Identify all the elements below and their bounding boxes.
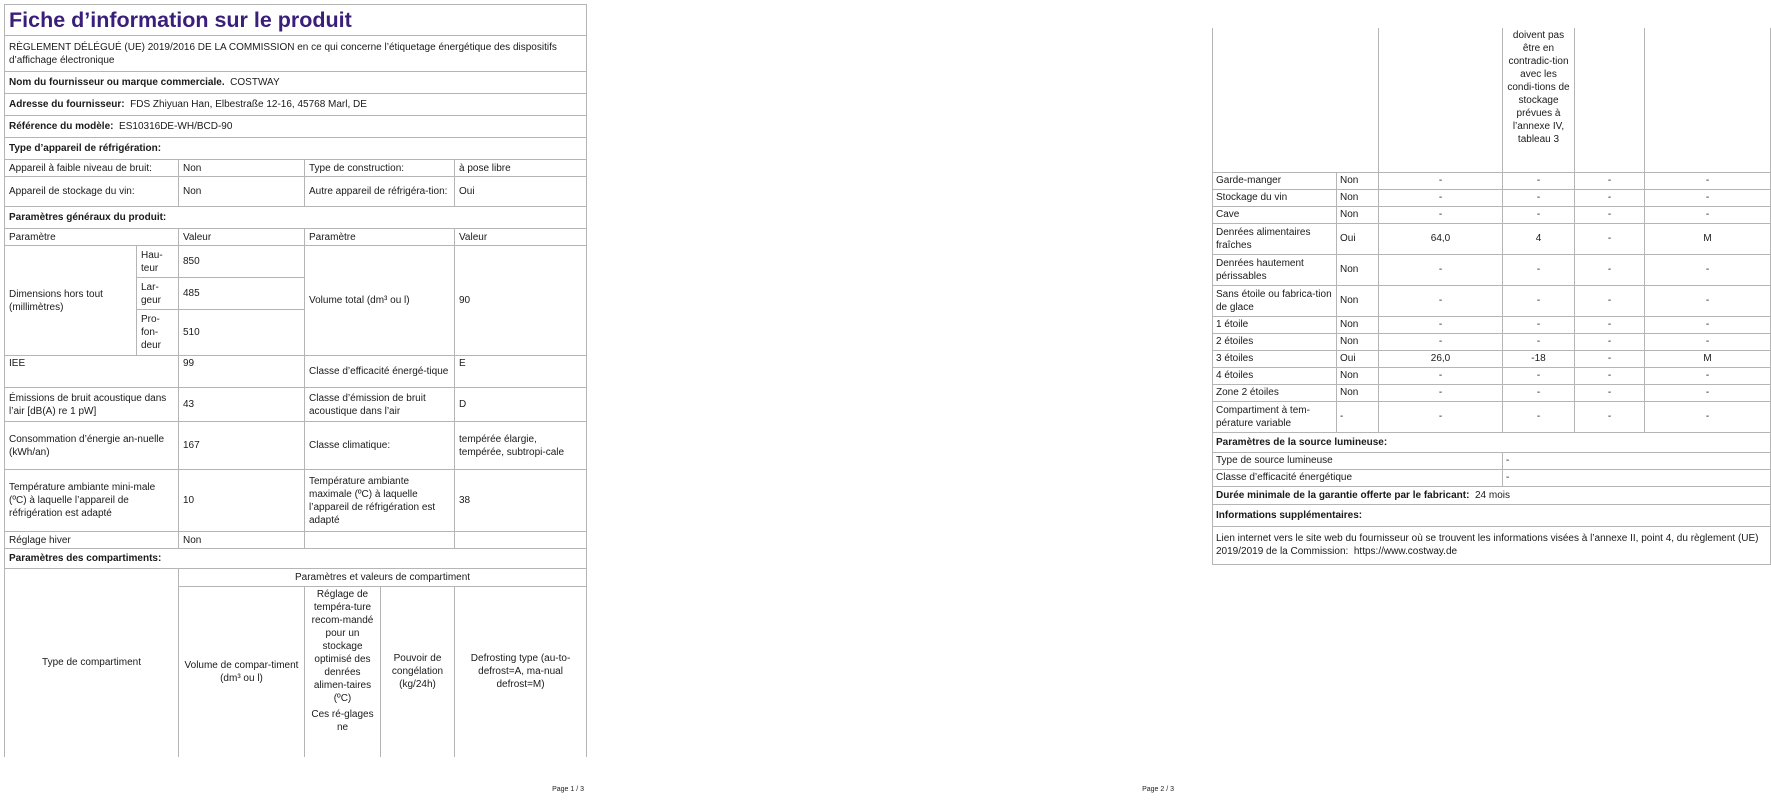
compartment-present: Oui — [1337, 223, 1379, 254]
warranty-label: Durée minimale de la garantie offerte par le fabricant: — [1216, 489, 1470, 501]
model-value: ES10316DE-WH/BCD-90 — [119, 121, 233, 132]
page-number: Page 1 / 3 — [552, 786, 584, 793]
compartment-recommended-temp: - — [1503, 285, 1575, 316]
width-value: 485 — [179, 278, 305, 310]
compartment-table — [1212, 28, 1771, 565]
wine-storage-value: Non — [179, 177, 305, 207]
compartment-name: Sans étoile ou fabrica-tion de glace — [1213, 285, 1337, 316]
compartment-name: Compartiment à tem-pérature variable — [1213, 401, 1337, 432]
compartment-name: 4 étoiles — [1213, 367, 1337, 384]
noise-class-label: Classe d’émission de bruit acoustique dans l’air — [305, 388, 455, 422]
compartment-defrost-type: - — [1645, 285, 1771, 316]
compartment-name: Denrées alimentaires fraîches — [1213, 223, 1337, 254]
noise-emission-label: Émissions de bruit acoustique dans l’air [dB(A) re 1 pW] — [5, 388, 179, 422]
compartment-row — [1213, 172, 1771, 189]
total-volume-label: Volume total (dm³ ou l) — [305, 246, 455, 356]
compartment-volume: - — [1379, 189, 1503, 206]
value-col-header: Valeur — [179, 229, 305, 246]
compartment-recommended-temp: -18 — [1503, 350, 1575, 367]
compartment-params-heading: Paramètres des compartiments: — [5, 549, 587, 569]
compartment-volume: - — [1379, 316, 1503, 333]
energy-consumption-label: Consommation d’énergie an-nuelle (kWh/an) — [5, 422, 179, 470]
compartment-defrost-type: M — [1645, 223, 1771, 254]
max-ambient-temp-label: Température ambiante maximale (ºC) à laquelle l’appareil de réfrigération est adapté — [305, 470, 455, 532]
compartment-recommended-temp: - — [1503, 367, 1575, 384]
compartment-name: Garde-manger — [1213, 172, 1337, 189]
light-efficiency-class-value: - — [1503, 469, 1771, 486]
compartment-freezing-capacity: - — [1575, 401, 1645, 432]
compartment-present: Non — [1337, 316, 1379, 333]
additional-info-heading: Informations supplémentaires: — [1213, 504, 1771, 526]
compartment-volume: - — [1379, 384, 1503, 401]
compartment-present: Non — [1337, 206, 1379, 223]
compartment-recommended-temp: - — [1503, 316, 1575, 333]
compartment-recommended-temp: - — [1503, 189, 1575, 206]
depth-label: Pro-fon-deur — [137, 310, 179, 356]
compartment-row — [1213, 223, 1771, 254]
low-noise-label: Appareil à faible niveau de bruit: — [5, 160, 179, 177]
efficiency-class-value: E — [455, 356, 587, 388]
temp-note-continuation: doivent pas être en contradic-tion avec les condi-tions de stockage prévues à l’annexe IV, tableau 3 — [1503, 28, 1575, 172]
construction-value: à pose libre — [455, 160, 587, 177]
dimensions-label: Dimensions hors tout (millimètres) — [5, 246, 137, 356]
compartment-defrost-type: - — [1645, 254, 1771, 285]
compartment-values-heading: Paramètres et valeurs de compartiment — [179, 569, 587, 587]
compartment-present: Non — [1337, 189, 1379, 206]
general-params-heading: Paramètres généraux du produit: — [5, 207, 587, 229]
min-ambient-temp-label: Température ambiante mini-male (ºC) à laquelle l’appareil de réfrigération est adapté — [5, 470, 179, 532]
compartment-row — [1213, 350, 1771, 367]
compartment-row — [1213, 285, 1771, 316]
compartment-present: Non — [1337, 384, 1379, 401]
compartment-recommended-temp: - — [1503, 206, 1575, 223]
warranty-value: 24 mois — [1474, 489, 1510, 501]
compartment-defrost-type: M — [1645, 350, 1771, 367]
compartment-row — [1213, 333, 1771, 350]
efficiency-class-label: Classe d’efficacité énergé-tique — [305, 356, 455, 388]
climate-class-label: Classe climatique: — [305, 422, 455, 470]
compartment-recommended-temp: - — [1503, 384, 1575, 401]
compartment-freezing-capacity: - — [1575, 223, 1645, 254]
eei-value: 99 — [179, 356, 305, 388]
noise-class-value: D — [455, 388, 587, 422]
min-ambient-temp-value: 10 — [179, 470, 305, 532]
winter-setting-value: Non — [179, 532, 305, 549]
compartment-defrost-type: - — [1645, 206, 1771, 223]
compartment-defrost-type: - — [1645, 172, 1771, 189]
compartment-freezing-capacity: - — [1575, 367, 1645, 384]
compartment-name: Denrées hautement périssables — [1213, 254, 1337, 285]
compartment-volume: 64,0 — [1379, 223, 1503, 254]
compartment-row — [1213, 206, 1771, 223]
address-value: FDS Zhiyuan Han, Elbestraße 12-16, 45768 Marl, DE — [130, 99, 367, 110]
compartment-recommended-temp: - — [1503, 254, 1575, 285]
energy-consumption-value: 167 — [179, 422, 305, 470]
compartment-row — [1213, 401, 1771, 432]
low-noise-value: Non — [179, 160, 305, 177]
compartment-present: Non — [1337, 172, 1379, 189]
recommended-temp-note: Ces ré-glages ne — [311, 709, 374, 733]
compartment-defrost-type: - — [1645, 316, 1771, 333]
compartment-volume: - — [1379, 254, 1503, 285]
compartment-name: 1 étoile — [1213, 316, 1337, 333]
compartment-recommended-temp: - — [1503, 172, 1575, 189]
width-label: Lar-geur — [137, 278, 179, 310]
wine-storage-label: Appareil de stockage du vin: — [5, 177, 179, 207]
compartment-freezing-capacity: - — [1575, 333, 1645, 350]
height-value: 850 — [179, 246, 305, 278]
compartment-recommended-temp: 4 — [1503, 223, 1575, 254]
warranty-row — [1213, 486, 1771, 504]
height-label: Hau-teur — [137, 246, 179, 278]
appliance-type-heading: Type d’appareil de réfrigération: — [5, 138, 587, 160]
depth-value: 510 — [179, 310, 305, 356]
compartment-freezing-capacity: - — [1575, 206, 1645, 223]
address-label: Adresse du fournisseur: — [9, 99, 125, 110]
model-label: Référence du modèle: — [9, 121, 114, 132]
compartment-freezing-capacity: - — [1575, 384, 1645, 401]
value-col-header-2: Valeur — [455, 229, 587, 246]
model-row — [5, 116, 587, 138]
light-source-type-value: - — [1503, 452, 1771, 469]
other-appliance-value: Oui — [455, 177, 587, 207]
compartment-present: Non — [1337, 254, 1379, 285]
noise-emission-value: 43 — [179, 388, 305, 422]
compartment-name: 3 étoiles — [1213, 350, 1337, 367]
recommended-temp-header-text: Réglage de tempéra-ture recom-mandé pour un stockage optimisé des denrées alimen-taires (ºC) — [311, 589, 374, 704]
address-row — [5, 94, 587, 116]
page-2 — [592, 0, 1759, 800]
supplier-website-link[interactable]: https://www.costway.de — [1353, 546, 1458, 557]
compartment-volume-header: Volume de compar-timent (dm³ ou l) — [179, 587, 305, 757]
compartment-row — [1213, 254, 1771, 285]
supplier-value: COSTWAY — [230, 77, 280, 88]
compartment-present: Non — [1337, 285, 1379, 316]
product-info-table — [4, 4, 587, 757]
compartment-row — [1213, 367, 1771, 384]
compartment-freezing-capacity: - — [1575, 316, 1645, 333]
compartment-defrost-type: - — [1645, 401, 1771, 432]
compartment-row — [1213, 316, 1771, 333]
compartment-type-header: Type de compartiment — [5, 569, 179, 757]
compartment-name: Cave — [1213, 206, 1337, 223]
compartment-recommended-temp: - — [1503, 401, 1575, 432]
compartment-freezing-capacity: - — [1575, 285, 1645, 316]
recommended-temp-header — [305, 587, 381, 757]
compartment-volume: - — [1379, 285, 1503, 316]
construction-label: Type de construction: — [305, 160, 455, 177]
compartment-recommended-temp: - — [1503, 333, 1575, 350]
total-volume-value: 90 — [455, 246, 587, 356]
light-source-type-label: Type de source lumineuse — [1213, 452, 1503, 469]
compartment-row — [1213, 189, 1771, 206]
light-source-heading: Paramètres de la source lumineuse: — [1213, 432, 1771, 452]
additional-info-text — [1213, 526, 1771, 564]
winter-setting-label: Réglage hiver — [5, 532, 179, 549]
page-number: Page 2 / 3 — [1142, 786, 1174, 793]
compartment-present: Oui — [1337, 350, 1379, 367]
compartment-present: - — [1337, 401, 1379, 432]
compartment-present: Non — [1337, 367, 1379, 384]
compartment-name: Zone 2 étoiles — [1213, 384, 1337, 401]
compartment-volume: - — [1379, 367, 1503, 384]
compartment-volume: 26,0 — [1379, 350, 1503, 367]
compartment-freezing-capacity: - — [1575, 350, 1645, 367]
additional-info-body: Lien internet vers le site web du fournisseur où se trouvent les informations visées à l’annexe II, point 4, du règlement (UE) 2019/2019 de la Commission: — [1216, 533, 1759, 557]
supplier-row — [5, 72, 587, 94]
eei-label: IEE — [5, 356, 179, 388]
compartment-present: Non — [1337, 333, 1379, 350]
compartment-freezing-capacity: - — [1575, 189, 1645, 206]
compartment-freezing-capacity: - — [1575, 172, 1645, 189]
regulation-text: RÈGLEMENT DÉLÉGUÉ (UE) 2019/2016 DE LA COMMISSION en ce qui concerne l’étiquetage énergétique des dispositifs d’affichage électronique — [5, 36, 587, 72]
max-ambient-temp-value: 38 — [455, 470, 587, 532]
light-efficiency-class-label: Classe d’efficacité énergétique — [1213, 469, 1503, 486]
compartment-name: Stockage du vin — [1213, 189, 1337, 206]
compartment-freezing-capacity: - — [1575, 254, 1645, 285]
document-title: Fiche d’information sur le produit — [5, 5, 587, 36]
climate-class-value: tempérée élargie, tempérée, subtropi-cale — [455, 422, 587, 470]
supplier-label: Nom du fournisseur ou marque commerciale. — [9, 77, 225, 88]
param-col-header-2: Paramètre — [305, 229, 455, 246]
param-col-header: Paramètre — [5, 229, 179, 246]
freezing-capacity-header: Pouvoir de congélation (kg/24h) — [381, 587, 455, 757]
defrosting-type-header: Defrosting type (au-to-defrost=A, ma-nual defrost=M) — [455, 587, 587, 757]
compartment-volume: - — [1379, 333, 1503, 350]
compartment-volume: - — [1379, 401, 1503, 432]
compartment-defrost-type: - — [1645, 333, 1771, 350]
compartment-defrost-type: - — [1645, 189, 1771, 206]
compartment-volume: - — [1379, 172, 1503, 189]
compartment-defrost-type: - — [1645, 367, 1771, 384]
compartment-defrost-type: - — [1645, 384, 1771, 401]
compartment-name: 2 étoiles — [1213, 333, 1337, 350]
compartment-volume: - — [1379, 206, 1503, 223]
page-1 — [0, 0, 592, 800]
other-appliance-label: Autre appareil de réfrigéra-tion: — [305, 177, 455, 207]
compartment-row — [1213, 384, 1771, 401]
